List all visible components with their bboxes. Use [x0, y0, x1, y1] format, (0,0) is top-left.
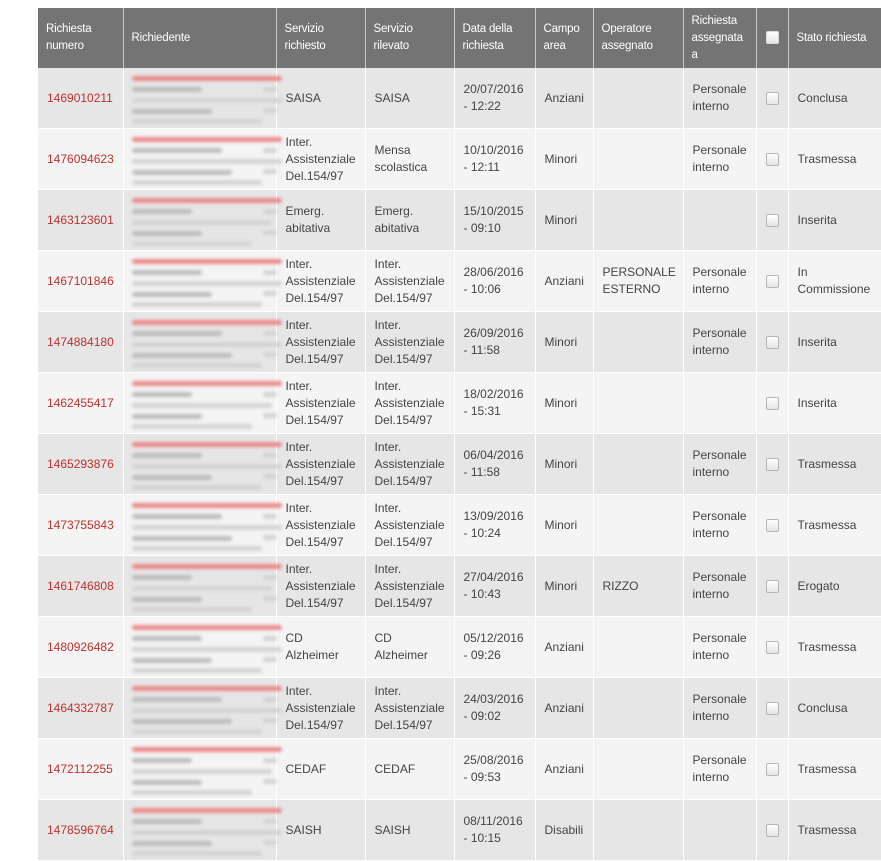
table-row[interactable] [38, 68, 881, 129]
cell-richiesta-numero[interactable]: 1476094623 [38, 129, 123, 190]
cell-campo-area: Minori [535, 190, 593, 251]
cell-data-richiesta: 18/02/2016 - 15:31 [454, 373, 535, 434]
table-row[interactable] [38, 617, 881, 678]
cell-data-richiesta: 27/04/2016 - 10:43 [454, 556, 535, 617]
row-checkbox[interactable] [766, 153, 779, 166]
row-checkbox[interactable] [766, 580, 779, 593]
cell-campo-area: Anziani [535, 617, 593, 678]
cell-data-richiesta: 05/12/2016 - 09:26 [454, 617, 535, 678]
cell-richiedente-redacted [123, 373, 276, 434]
cell-servizio-richiesto: Inter. Assistenziale Del.154/97 [276, 251, 365, 312]
cell-richiesta-numero[interactable]: 1461746808 [38, 556, 123, 617]
cell-stato-richiesta: Inserita [788, 312, 881, 373]
redacted-name-blur [128, 556, 272, 616]
table-row[interactable] [38, 312, 881, 373]
redacted-name-blur [128, 617, 272, 677]
requests-table [38, 8, 881, 861]
cell-richiesta-numero[interactable]: 1462455417 [38, 373, 123, 434]
cell-campo-area: Anziani [535, 678, 593, 739]
cell-richiesta-numero[interactable]: 1478596764 [38, 800, 123, 861]
cell-servizio-rilevato: Mensa scolastica [365, 129, 454, 190]
cell-servizio-richiesto: Inter. Assistenziale Del.154/97 [276, 434, 365, 495]
cell-stato-richiesta: In Commissione [788, 251, 881, 312]
cell-campo-area: Minori [535, 556, 593, 617]
cell-stato-richiesta: Trasmessa [788, 495, 881, 556]
cell-servizio-richiesto: Inter. Assistenziale Del.154/97 [276, 312, 365, 373]
redacted-name-blur [128, 739, 272, 799]
header-data-richiesta[interactable]: Data della richiesta [454, 8, 535, 68]
cell-select [756, 617, 788, 678]
cell-servizio-rilevato: Inter. Assistenziale Del.154/97 [365, 434, 454, 495]
cell-servizio-richiesto: Inter. Assistenziale Del.154/97 [276, 556, 365, 617]
cell-campo-area: Minori [535, 434, 593, 495]
redacted-name-blur [128, 251, 272, 311]
cell-servizio-richiesto: Inter. Assistenziale Del.154/97 [276, 495, 365, 556]
redacted-name-blur [128, 495, 272, 555]
cell-servizio-rilevato: Inter. Assistenziale Del.154/97 [365, 556, 454, 617]
cell-operatore-assegnato [593, 312, 683, 373]
cell-servizio-rilevato: Inter. Assistenziale Del.154/97 [365, 312, 454, 373]
table-header-row [38, 8, 881, 68]
cell-stato-richiesta: Erogato [788, 556, 881, 617]
cell-stato-richiesta: Inserita [788, 190, 881, 251]
cell-servizio-rilevato: Inter. Assistenziale Del.154/97 [365, 373, 454, 434]
cell-servizio-richiesto: CD Alzheimer [276, 617, 365, 678]
table-row[interactable] [38, 800, 881, 861]
cell-richiesta-numero[interactable]: 1465293876 [38, 434, 123, 495]
cell-select [756, 373, 788, 434]
cell-select [756, 68, 788, 129]
row-checkbox[interactable] [766, 275, 779, 288]
cell-richiesta-assegnata: Personale interno [683, 129, 756, 190]
header-servizio-richiesto[interactable]: Servizio richiesto [276, 8, 365, 68]
cell-richiedente-redacted [123, 556, 276, 617]
cell-operatore-assegnato [593, 678, 683, 739]
header-richiedente[interactable]: Richiedente [123, 8, 276, 68]
cell-campo-area: Disabili [535, 800, 593, 861]
header-servizio-rilevato[interactable]: Servizio rilevato [365, 8, 454, 68]
cell-operatore-assegnato [593, 68, 683, 129]
cell-servizio-rilevato: CD Alzheimer [365, 617, 454, 678]
cell-select [756, 800, 788, 861]
cell-operatore-assegnato: RIZZO [593, 556, 683, 617]
cell-richiesta-assegnata: Personale interno [683, 68, 756, 129]
row-checkbox[interactable] [766, 214, 779, 227]
select-all-checkbox[interactable] [766, 31, 779, 44]
cell-richiesta-assegnata [683, 373, 756, 434]
cell-stato-richiesta: Trasmessa [788, 129, 881, 190]
cell-campo-area: Minori [535, 373, 593, 434]
cell-stato-richiesta: Conclusa [788, 68, 881, 129]
header-stato-richiesta[interactable]: Stato richiesta [788, 8, 881, 68]
table-row[interactable] [38, 129, 881, 190]
redacted-name-blur [128, 373, 272, 433]
cell-operatore-assegnato [593, 190, 683, 251]
cell-richiesta-numero[interactable]: 1474884180 [38, 312, 123, 373]
cell-richiesta-numero[interactable]: 1472112255 [38, 739, 123, 800]
cell-richiesta-assegnata: Personale interno [683, 556, 756, 617]
cell-servizio-richiesto: SAISA [276, 68, 365, 129]
cell-richiedente-redacted [123, 739, 276, 800]
cell-data-richiesta: 06/04/2016 - 11:58 [454, 434, 535, 495]
cell-servizio-rilevato: Inter. Assistenziale Del.154/97 [365, 251, 454, 312]
redacted-name-blur [128, 800, 272, 860]
header-operatore-assegnato[interactable]: Operatore assegnato [593, 8, 683, 68]
cell-select [756, 678, 788, 739]
cell-operatore-assegnato [593, 617, 683, 678]
table-row[interactable] [38, 190, 881, 251]
cell-stato-richiesta: Trasmessa [788, 617, 881, 678]
cell-stato-richiesta: Trasmessa [788, 434, 881, 495]
cell-servizio-rilevato: Inter. Assistenziale Del.154/97 [365, 495, 454, 556]
cell-select [756, 434, 788, 495]
cell-richiesta-numero[interactable]: 1480926482 [38, 617, 123, 678]
cell-richiedente-redacted [123, 495, 276, 556]
cell-campo-area: Anziani [535, 68, 593, 129]
cell-richiesta-numero[interactable]: 1464332787 [38, 678, 123, 739]
redacted-name-blur [128, 312, 272, 372]
cell-select [756, 251, 788, 312]
cell-richiedente-redacted [123, 434, 276, 495]
row-checkbox[interactable] [766, 702, 779, 715]
table-row[interactable] [38, 556, 881, 617]
row-checkbox[interactable] [766, 458, 779, 471]
cell-servizio-rilevato: Emerg. abitativa [365, 190, 454, 251]
cell-data-richiesta: 25/08/2016 - 09:53 [454, 739, 535, 800]
redacted-name-blur [128, 190, 272, 250]
cell-stato-richiesta: Trasmessa [788, 739, 881, 800]
cell-data-richiesta: 13/09/2016 - 10:24 [454, 495, 535, 556]
cell-servizio-richiesto: SAISH [276, 800, 365, 861]
cell-servizio-richiesto: Inter. Assistenziale Del.154/97 [276, 129, 365, 190]
cell-data-richiesta: 08/11/2016 - 10:15 [454, 800, 535, 861]
cell-operatore-assegnato [593, 739, 683, 800]
cell-richiesta-assegnata: Personale interno [683, 739, 756, 800]
cell-servizio-richiesto: Inter. Assistenziale Del.154/97 [276, 373, 365, 434]
table-body [38, 68, 881, 861]
cell-select [756, 556, 788, 617]
cell-richiesta-assegnata [683, 190, 756, 251]
cell-servizio-rilevato: CEDAF [365, 739, 454, 800]
cell-servizio-richiesto: CEDAF [276, 739, 365, 800]
cell-campo-area: Minori [535, 129, 593, 190]
table-row[interactable] [38, 373, 881, 434]
cell-servizio-rilevato: SAISA [365, 68, 454, 129]
cell-stato-richiesta: Conclusa [788, 678, 881, 739]
cell-richiesta-assegnata: Personale interno [683, 495, 756, 556]
cell-richiesta-assegnata: Personale interno [683, 434, 756, 495]
cell-select [756, 129, 788, 190]
cell-richiedente-redacted [123, 678, 276, 739]
cell-data-richiesta: 15/10/2015 - 09:10 [454, 190, 535, 251]
row-checkbox[interactable] [766, 397, 779, 410]
cell-richiesta-numero[interactable]: 1473755843 [38, 495, 123, 556]
row-checkbox[interactable] [766, 336, 779, 349]
cell-campo-area: Anziani [535, 739, 593, 800]
cell-richiedente-redacted [123, 129, 276, 190]
cell-campo-area: Minori [535, 495, 593, 556]
cell-data-richiesta: 26/09/2016 - 11:58 [454, 312, 535, 373]
cell-select [756, 190, 788, 251]
cell-operatore-assegnato [593, 495, 683, 556]
row-checkbox[interactable] [766, 824, 779, 837]
row-checkbox[interactable] [766, 641, 779, 654]
cell-operatore-assegnato [593, 129, 683, 190]
cell-servizio-rilevato: SAISH [365, 800, 454, 861]
cell-data-richiesta: 28/06/2016 - 10:06 [454, 251, 535, 312]
cell-richiedente-redacted [123, 617, 276, 678]
cell-campo-area: Minori [535, 312, 593, 373]
redacted-name-blur [128, 678, 272, 738]
cell-richiesta-numero[interactable]: 1463123601 [38, 190, 123, 251]
cell-richiesta-assegnata [683, 800, 756, 861]
row-checkbox[interactable] [766, 763, 779, 776]
cell-stato-richiesta: Inserita [788, 373, 881, 434]
cell-richiesta-assegnata: Personale interno [683, 617, 756, 678]
cell-data-richiesta: 20/07/2016 - 12:22 [454, 68, 535, 129]
cell-data-richiesta: 10/10/2016 - 12:11 [454, 129, 535, 190]
cell-operatore-assegnato: PERSONALE ESTERNO [593, 251, 683, 312]
row-checkbox[interactable] [766, 519, 779, 532]
cell-stato-richiesta: Trasmessa [788, 800, 881, 861]
cell-richiedente-redacted [123, 68, 276, 129]
requests-table-container [38, 8, 881, 861]
cell-richiedente-redacted [123, 190, 276, 251]
cell-servizio-richiesto: Inter. Assistenziale Del.154/97 [276, 678, 365, 739]
table-row[interactable] [38, 739, 881, 800]
cell-operatore-assegnato [593, 800, 683, 861]
cell-campo-area: Anziani [535, 251, 593, 312]
header-campo-area[interactable]: Campo area [535, 8, 593, 68]
header-richiesta-assegnata[interactable]: Richiesta assegnata a [683, 8, 756, 68]
table-row[interactable] [38, 251, 881, 312]
cell-select [756, 495, 788, 556]
cell-richiedente-redacted [123, 251, 276, 312]
table-row[interactable] [38, 434, 881, 495]
redacted-name-blur [128, 129, 272, 189]
redacted-name-blur [128, 434, 272, 494]
cell-richiedente-redacted [123, 312, 276, 373]
header-richiesta-numero[interactable]: Richiesta numero [38, 8, 123, 68]
cell-richiesta-assegnata: Personale interno [683, 312, 756, 373]
cell-richiesta-assegnata: Personale interno [683, 251, 756, 312]
header-select-all [756, 8, 788, 68]
redacted-name-blur [128, 68, 272, 128]
cell-data-richiesta: 24/03/2016 - 09:02 [454, 678, 535, 739]
table-row[interactable] [38, 678, 881, 739]
cell-richiedente-redacted [123, 800, 276, 861]
cell-operatore-assegnato [593, 373, 683, 434]
cell-select [756, 312, 788, 373]
row-checkbox[interactable] [766, 92, 779, 105]
table-row[interactable] [38, 495, 881, 556]
cell-richiesta-numero[interactable]: 1469010211 [38, 68, 123, 129]
cell-richiesta-numero[interactable]: 1467101846 [38, 251, 123, 312]
cell-servizio-richiesto: Emerg. abitativa [276, 190, 365, 251]
cell-select [756, 739, 788, 800]
cell-servizio-rilevato: Inter. Assistenziale Del.154/97 [365, 678, 454, 739]
cell-operatore-assegnato [593, 434, 683, 495]
cell-richiesta-assegnata: Personale interno [683, 678, 756, 739]
